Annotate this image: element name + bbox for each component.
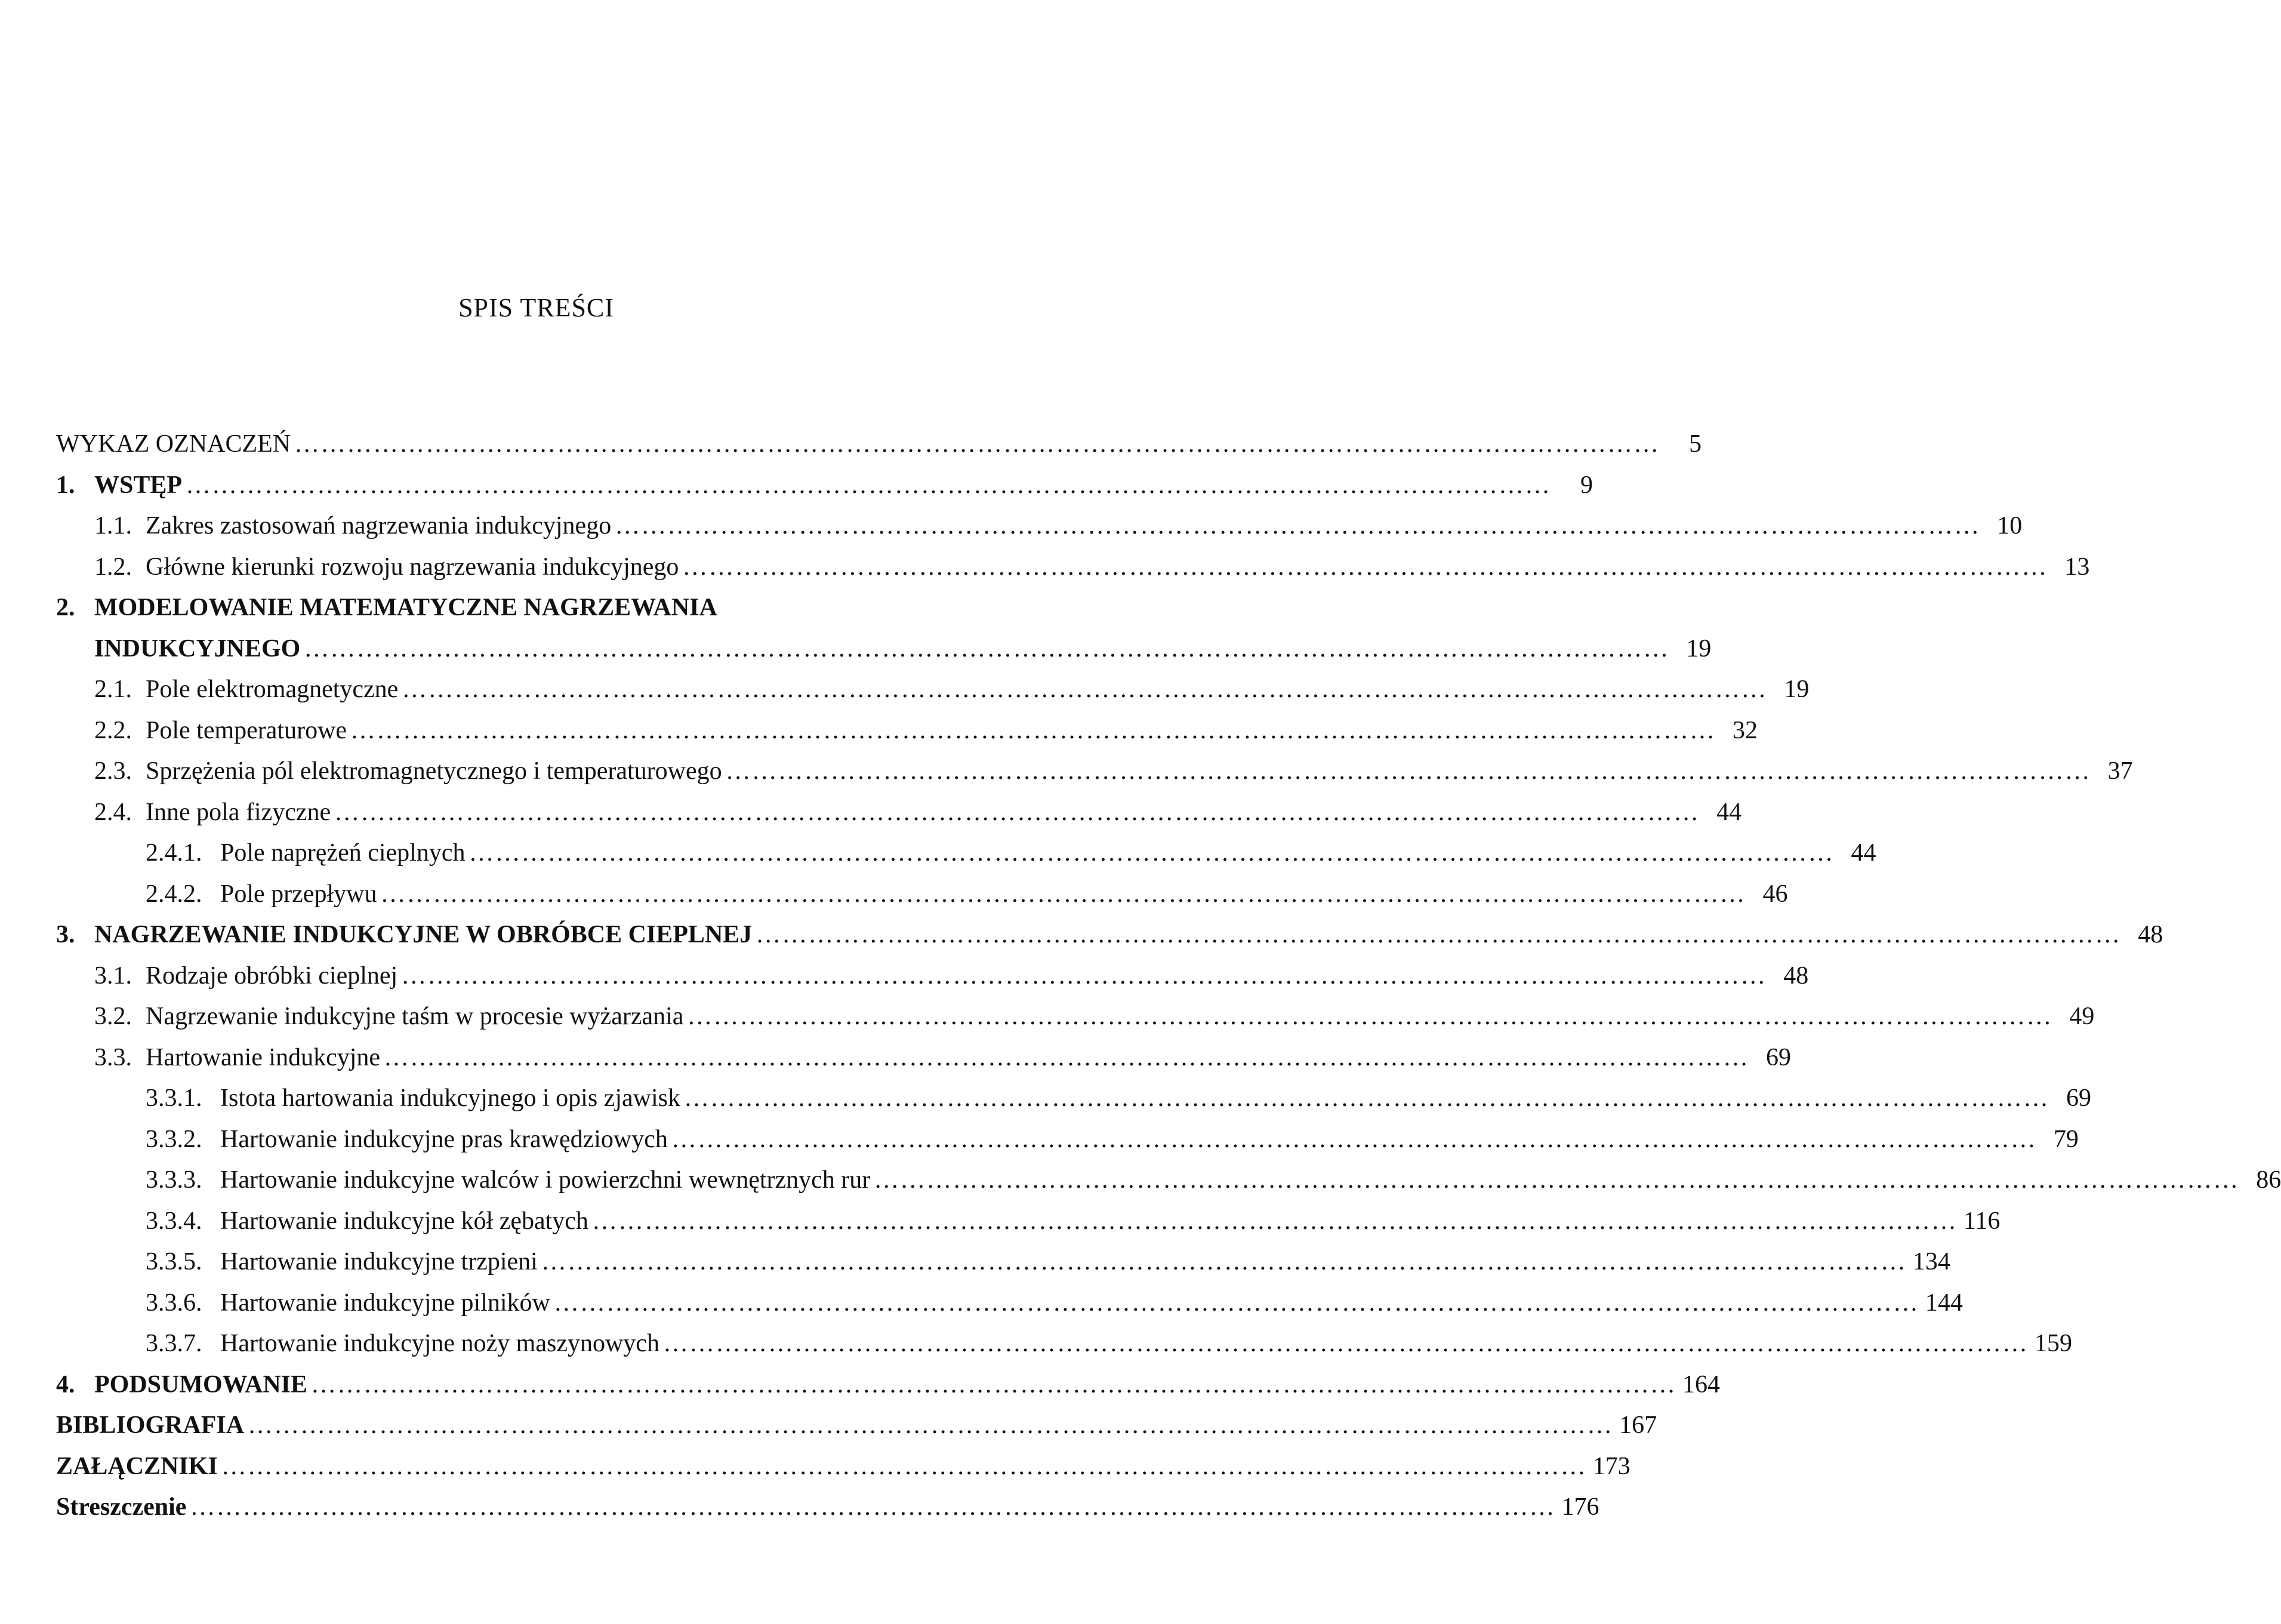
toc-entry-number: 3.3.7. xyxy=(146,1330,202,1357)
toc-page-number: 49 xyxy=(2069,1003,2095,1030)
toc-page-number: 19 xyxy=(1686,634,1712,662)
toc-entry-title: Inne pola fizyczne xyxy=(146,798,331,826)
dot-leader: ………………………………………………………………………………………………………………………………………… xyxy=(682,553,2048,581)
toc-page-number: 69 xyxy=(2066,1084,2091,1112)
toc-page-number: 116 xyxy=(1963,1207,2001,1235)
toc-page-number: 48 xyxy=(1783,962,1809,990)
dot-leader: ………………………………………………………………………………………………………………………………………… xyxy=(190,1493,1556,1521)
toc-entry[interactable] xyxy=(56,833,1876,874)
toc-entry-title: Istota hartowania indukcyjnego i opis zjawisk xyxy=(220,1084,680,1112)
toc-entry-number: 1. xyxy=(56,471,75,499)
toc-entry[interactable] xyxy=(56,710,1758,751)
dot-leader: ………………………………………………………………………………………………………………………………………… xyxy=(221,1452,1587,1480)
toc-entry-number: 2.4. xyxy=(94,798,132,826)
toc-entry[interactable] xyxy=(56,1364,1721,1406)
page-title: SPIS TREŚCI xyxy=(458,293,614,322)
toc-entry-title: Hartowanie indukcyjne kół zębatych xyxy=(220,1207,588,1235)
toc-entry-number: 3.3.6. xyxy=(146,1289,202,1317)
toc-entry-number: 3.3.1. xyxy=(146,1084,202,1112)
toc-entry[interactable] xyxy=(56,1487,1599,1528)
toc-entry[interactable] xyxy=(56,1160,2281,1201)
toc-entry-number: 3.3.5. xyxy=(146,1248,202,1275)
dot-leader: ………………………………………………………………………………………………………………………………………… xyxy=(304,634,1670,662)
dot-leader: ………………………………………………………………………………………………………………………………………… xyxy=(380,880,1746,908)
toc-page-number: 134 xyxy=(1912,1248,1950,1275)
toc-page-number: 176 xyxy=(1561,1493,1599,1521)
toc-entry[interactable] xyxy=(56,1323,2072,1364)
toc-entry-number: 3. xyxy=(56,921,75,948)
toc-entry-number: 2. xyxy=(56,594,75,621)
toc-page-number: 86 xyxy=(2256,1166,2281,1194)
toc-entry-title: ZAŁĄCZNIKI xyxy=(56,1452,218,1480)
dot-leader: ………………………………………………………………………………………………………………………………………… xyxy=(687,1003,2053,1030)
toc-entry-number: 4. xyxy=(56,1370,75,1398)
dot-leader: ………………………………………………………………………………………………………………………………………… xyxy=(350,716,1716,744)
dot-leader: ………………………………………………………………………………………………………………………………………… xyxy=(401,962,1767,990)
toc-entry[interactable] xyxy=(56,996,2095,1037)
toc-entry-number: 2.4.1. xyxy=(146,839,202,867)
toc-entry-title-line1: MODELOWANIE MATEMATYCZNE NAGRZEWANIA xyxy=(94,594,717,621)
toc-entry-title: Nagrzewanie indukcyjne taśm w procesie wyżarzania xyxy=(146,1003,684,1030)
toc-entry-title: BIBLIOGRAFIA xyxy=(56,1412,245,1439)
toc-entry-title: NAGRZEWANIE INDUKCYJNE W OBRÓBCE CIEPLNEJ xyxy=(94,921,753,948)
toc-entry-number: 1.1. xyxy=(94,512,132,540)
dot-leader: ………………………………………………………………………………………………………………………………………… xyxy=(553,1289,1919,1317)
dot-leader: ………………………………………………………………………………………………………………………………………… xyxy=(591,1207,1958,1235)
dot-leader: ………………………………………………………………………………………………………………………………………… xyxy=(294,430,1660,458)
dot-leader: ………………………………………………………………………………………………………………………………………… xyxy=(311,1370,1677,1398)
dot-leader: ………………………………………………………………………………………………………………………………………… xyxy=(756,921,2122,948)
toc-entry[interactable] xyxy=(56,1405,1657,1446)
dot-leader: ………………………………………………………………………………………………………………………………………… xyxy=(186,471,1552,499)
toc-entry-number: 1.2. xyxy=(94,553,132,581)
dot-leader: ………………………………………………………………………………………………………………………………………… xyxy=(468,839,1835,867)
toc-page-number: 10 xyxy=(1997,512,2023,540)
dot-leader: ………………………………………………………………………………………………………………………………………… xyxy=(671,1125,2037,1153)
toc-page-number: 13 xyxy=(2064,553,2090,581)
toc-entry-title: Pole temperaturowe xyxy=(146,716,347,744)
dot-leader: ………………………………………………………………………………………………………………………………………… xyxy=(874,1166,2240,1194)
toc-entry-title: Pole elektromagnetyczne xyxy=(146,676,399,703)
toc-entry-title: WYKAZ OZNACZEŃ xyxy=(56,430,291,458)
toc-entry[interactable] xyxy=(56,1446,1630,1487)
toc-page-number: 69 xyxy=(1766,1043,1792,1071)
toc-page-number: 44 xyxy=(1716,798,1742,826)
toc-entry-title: Zakres zastosowań nagrzewania indukcyjnego xyxy=(146,512,612,540)
toc-entry-number: 3.2. xyxy=(94,1003,132,1030)
toc-page-number: 159 xyxy=(2034,1330,2072,1357)
toc-entry[interactable] xyxy=(56,547,2090,588)
toc-entry[interactable] xyxy=(56,1241,1950,1283)
dot-leader: ………………………………………………………………………………………………………………………………………… xyxy=(662,1330,2029,1357)
toc-entry-title: Hartowanie indukcyjne pras krawędziowych xyxy=(220,1125,668,1153)
dot-leader: ………………………………………………………………………………………………………………………………………… xyxy=(402,676,1768,703)
toc-entry-number: 3.3.4. xyxy=(146,1207,202,1235)
toc-entry[interactable] xyxy=(56,1037,1792,1078)
toc-entry[interactable] xyxy=(56,1201,2001,1242)
dot-leader: ………………………………………………………………………………………………………………………………………… xyxy=(725,757,2091,785)
toc-entry[interactable] xyxy=(56,751,2133,792)
dot-leader: ………………………………………………………………………………………………………………………………………… xyxy=(334,798,1700,826)
toc-entry-title: Hartowanie indukcyjne xyxy=(146,1043,381,1071)
toc-entry[interactable] xyxy=(56,587,1712,669)
toc-entry-number: 2.4.2. xyxy=(146,880,202,908)
toc-page-number: 144 xyxy=(1925,1289,1963,1317)
dot-leader: ………………………………………………………………………………………………………………………………………… xyxy=(684,1084,2049,1112)
toc-page-number: 48 xyxy=(2138,921,2163,948)
toc-entry-title: Rodzaje obróbki cieplnej xyxy=(146,962,398,990)
toc-entry-title: Hartowanie indukcyjne walców i powierzchni wewnętrznych rur xyxy=(220,1166,871,1194)
toc-entry[interactable] xyxy=(56,465,1593,506)
toc-page-number: 46 xyxy=(1762,880,1788,908)
toc-page-number: 79 xyxy=(2053,1125,2079,1153)
toc-entry-title: Streszczenie xyxy=(56,1493,187,1521)
toc-page-number: 9 xyxy=(1580,471,1593,499)
toc-entry-title: PODSUMOWANIE xyxy=(94,1370,308,1398)
toc-entry-title: WSTĘP xyxy=(94,471,183,499)
dot-leader: ………………………………………………………………………………………………………………………………………… xyxy=(248,1412,1614,1439)
toc-entry-title: Pole naprężeń cieplnych xyxy=(220,839,466,867)
toc-page-number: 5 xyxy=(1689,430,1702,458)
toc-entry-title-line2: INDUKCYJNEGO xyxy=(94,634,301,662)
toc-page-number: 44 xyxy=(1851,839,1876,867)
toc-page-number: 37 xyxy=(2107,757,2133,785)
toc-page-number: 167 xyxy=(1619,1412,1657,1439)
toc-entry-title: Pole przepływu xyxy=(220,880,377,908)
toc-entry-title: Hartowanie indukcyjne noży maszynowych xyxy=(220,1330,659,1357)
dot-leader: ………………………………………………………………………………………………………………………………………… xyxy=(615,512,1981,540)
toc-entry-title: Hartowanie indukcyjne trzpieni xyxy=(220,1248,538,1275)
toc-entry-title: Sprzężenia pól elektromagnetycznego i temperaturowego xyxy=(146,757,722,785)
toc-entry[interactable] xyxy=(56,914,2163,956)
toc-entry-title: Hartowanie indukcyjne pilników xyxy=(220,1289,550,1317)
toc-entry[interactable] xyxy=(56,1078,2091,1119)
toc-entry-title: Główne kierunki rozwoju nagrzewania indukcyjnego xyxy=(146,553,679,581)
toc-page-number: 173 xyxy=(1592,1452,1630,1480)
toc-entry[interactable] xyxy=(56,874,1788,915)
toc-entry-number: 3.3. xyxy=(94,1043,132,1071)
toc-entry[interactable] xyxy=(56,1283,1963,1324)
toc-entry-number: 2.2. xyxy=(94,716,132,744)
toc-page-number: 164 xyxy=(1682,1370,1721,1398)
toc-entry-number: 3.3.3. xyxy=(146,1166,202,1194)
toc-page-number: 19 xyxy=(1784,676,1810,703)
toc-entry-number: 2.1. xyxy=(94,676,132,703)
toc-entry[interactable] xyxy=(56,669,1810,710)
toc-page-number: 32 xyxy=(1733,716,1758,744)
toc-entry-number: 2.3. xyxy=(94,757,132,785)
table-of-contents xyxy=(56,424,2281,1528)
toc-entry-number: 3.1. xyxy=(94,962,132,990)
toc-entry[interactable] xyxy=(56,424,1702,465)
dot-leader: ………………………………………………………………………………………………………………………………………… xyxy=(384,1043,1750,1071)
toc-entry[interactable] xyxy=(56,956,1809,997)
dot-leader: ………………………………………………………………………………………………………………………………………… xyxy=(541,1248,1907,1275)
toc-entry[interactable] xyxy=(56,1119,2079,1160)
toc-entry-number: 3.3.2. xyxy=(146,1125,202,1153)
toc-entry[interactable] xyxy=(56,506,2023,547)
toc-entry[interactable] xyxy=(56,792,1742,833)
